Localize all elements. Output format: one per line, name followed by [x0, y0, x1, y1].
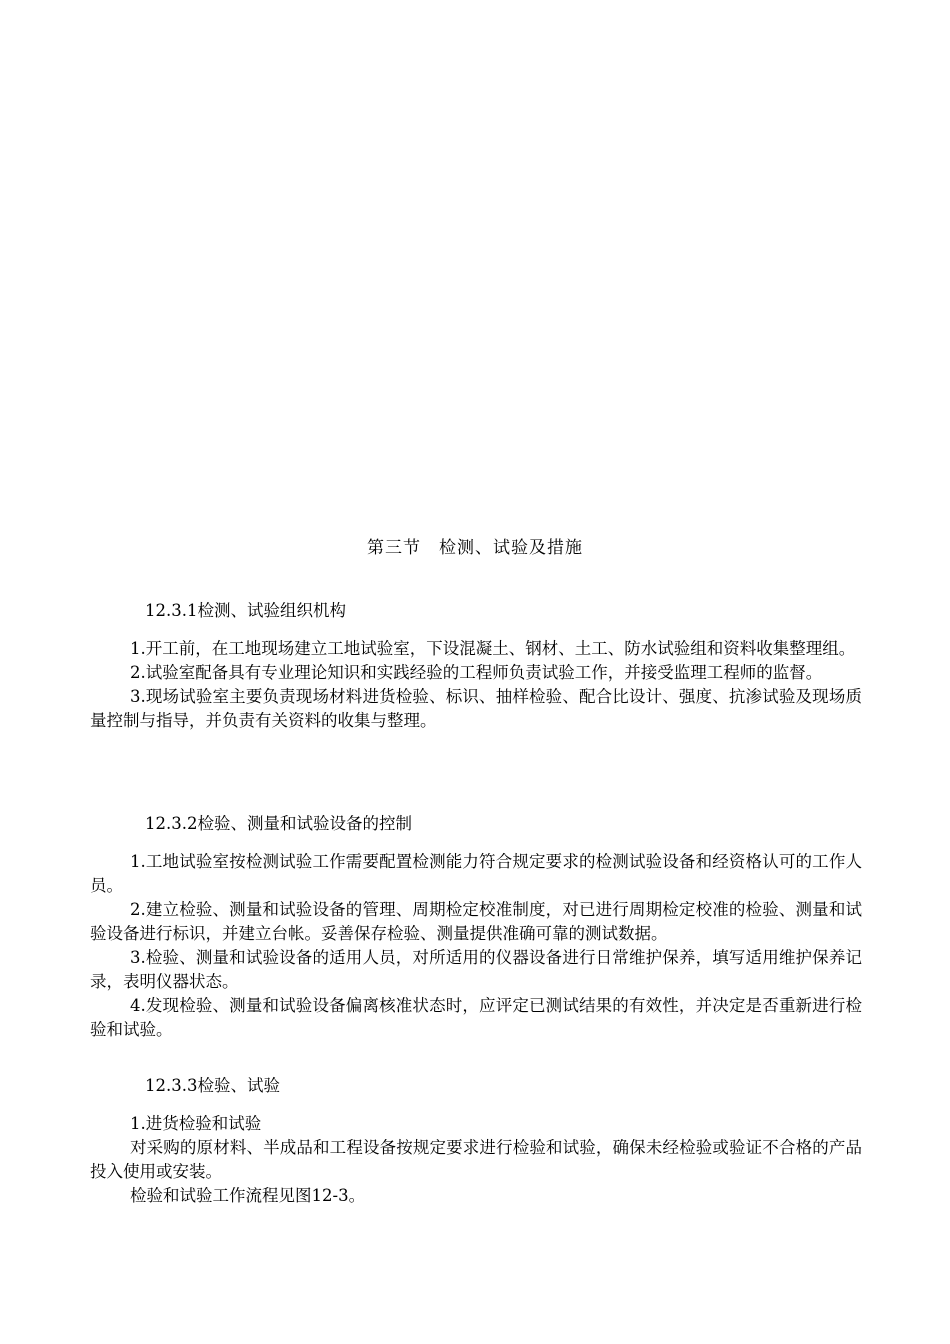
paragraph: 1.开工前，在工地现场建立工地试验室，下设混凝土、钢材、土工、防水试验组和资料收集整理组。: [130, 639, 856, 658]
paragraph: 3.现场试验室主要负责现场材料进货检验、标识、抽样检验、配合比设计、强度、抗渗试验及现场质量控制与指导，并负责有关资料的收集与整理。: [90, 687, 862, 730]
subsection-body-12-3-3: [90, 1112, 862, 1208]
subsection-heading-12-3-2: 12.3.2检验、测量和试验设备的控制: [145, 814, 412, 833]
subsection-body-12-3-2: [90, 850, 862, 1042]
subsection-heading-12-3-3: 12.3.3检验、试验: [145, 1076, 280, 1095]
paragraph: 3.检验、测量和试验设备的适用人员，对所适用的仪器设备进行日常维护保养，填写适用维护保养记录，表明仪器状态。: [90, 948, 862, 991]
paragraph: 检验和试验工作流程见图12-3。: [130, 1186, 366, 1205]
paragraph: 1.工地试验室按检测试验工作需要配置检测能力符合规定要求的检测试验设备和经资格认可的工作人员。: [90, 852, 862, 895]
paragraph: 2.建立检验、测量和试验设备的管理、周期检定校准制度，对已进行周期检定校准的检验、测量和试验设备进行标识，并建立台帐。妥善保存检验、测量提供准确可靠的测试数据。: [90, 900, 862, 943]
subsection-heading-12-3-1: 12.3.1检测、试验组织机构: [145, 601, 346, 620]
subsection-body-12-3-1: [90, 637, 862, 733]
paragraph: 2.试验室配备具有专业理论知识和实践经验的工程师负责试验工作，并接受监理工程师的监督。: [130, 663, 823, 682]
paragraph: 对采购的原材料、半成品和工程设备按规定要求进行检验和试验，确保未经检验或验证不合格的产品投入使用或安装。: [90, 1138, 862, 1181]
section-title: 第三节 检测、试验及措施: [367, 538, 583, 558]
paragraph: 1.进货检验和试验: [130, 1114, 262, 1133]
paragraph: 4.发现检验、测量和试验设备偏离核准状态时，应评定已测试结果的有效性，并决定是否重新进行检验和试验。: [90, 996, 862, 1039]
